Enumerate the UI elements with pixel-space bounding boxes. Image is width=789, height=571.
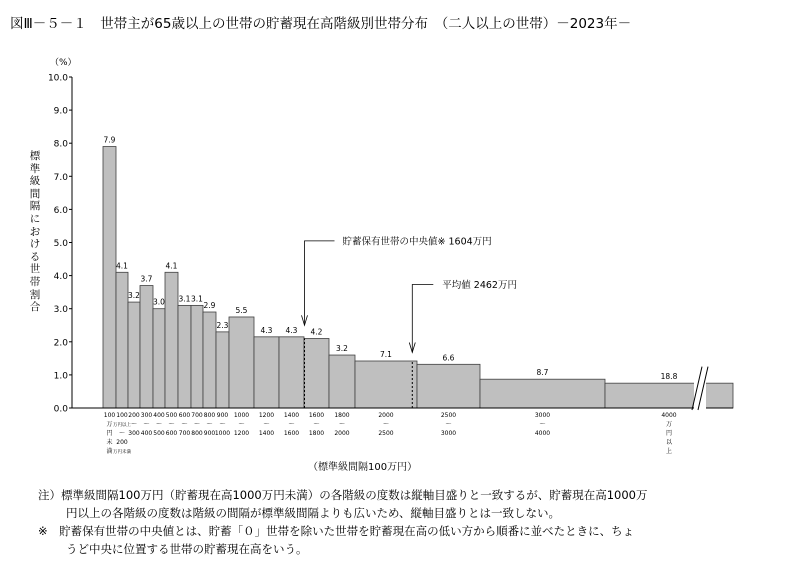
histogram-bar xyxy=(128,302,140,408)
x-tick-label: 満 xyxy=(106,448,113,455)
bar-value-label: 4.2 xyxy=(310,327,323,337)
x-tick-label: ～ xyxy=(219,421,226,428)
y-tick-label: 2.0 xyxy=(53,338,68,349)
x-tick-label: 2000 xyxy=(378,412,394,419)
x-tick-label: 900 xyxy=(203,430,216,437)
histogram-bar xyxy=(116,272,128,408)
y-tick-label: 5.0 xyxy=(53,239,68,249)
x-tick-label: 1200 xyxy=(233,430,250,437)
bar-value-label: 3.1 xyxy=(191,294,203,304)
histogram-bar xyxy=(355,361,417,408)
x-tick-label: ～ xyxy=(206,421,213,428)
x-tick-label: ～ xyxy=(539,421,546,428)
x-tick-label: 700 xyxy=(191,412,203,419)
x-tick-label: 1400 xyxy=(283,412,300,419)
x-tick-label: ～ xyxy=(118,430,126,437)
x-tick-label: ～ xyxy=(263,421,270,428)
x-tick-label: 1600 xyxy=(308,412,325,419)
notes xyxy=(38,486,647,558)
x-tick-label: 1200 xyxy=(258,412,275,419)
x-tick-label: ～ xyxy=(382,421,390,428)
x-tick-label: 400 xyxy=(140,430,153,437)
histogram-bar xyxy=(229,317,254,408)
y-tick-label: 4.0 xyxy=(53,272,68,283)
histogram-bar xyxy=(191,305,203,408)
x-tick-label: ～ xyxy=(155,421,163,428)
x-tick-label: 3000 xyxy=(440,430,457,437)
x-tick-label: 300 xyxy=(128,430,140,437)
note-line: ※ 貯蓄保有世帯の中央値とは、貯蓄「０」世帯を除いた世帯を貯蓄現在高の低い方から順番に並べたときに、ちょ xyxy=(38,524,635,538)
note-line: うど中央に位置する世帯の貯蓄現在高をいう。 xyxy=(66,542,308,556)
median-leader-line xyxy=(305,241,335,325)
x-tick-label: ～ xyxy=(238,421,245,428)
y-tick-label: 3.0 xyxy=(53,305,68,316)
x-tick-label: ～ xyxy=(193,421,201,428)
bar-value-label: 2.3 xyxy=(216,320,229,330)
bar-value-label: 2.9 xyxy=(203,301,216,311)
x-tick-label: 100 xyxy=(103,412,116,419)
x-tick-label: 600 xyxy=(178,412,191,419)
x-tick-label: 1000 xyxy=(233,412,250,419)
x-tick-label: 万 xyxy=(106,421,113,428)
histogram-bar xyxy=(417,364,480,408)
x-tick-label: 4000 xyxy=(661,412,677,419)
histogram-bar xyxy=(329,355,355,408)
x-tick-label: 800 xyxy=(191,430,203,437)
x-tick-label: 100 xyxy=(116,412,128,419)
y-tick-label: 9.0 xyxy=(53,106,68,117)
bar-value-label: 4.3 xyxy=(285,325,298,335)
x-tick-label: ～ xyxy=(313,421,320,428)
x-tick-label: 700 xyxy=(178,430,191,437)
x-tick-label: 200 xyxy=(116,439,128,446)
bar-value-label: 4.1 xyxy=(116,261,128,271)
x-tick-label: 未 xyxy=(106,439,113,446)
histogram-bar xyxy=(480,379,605,408)
bar-value-label: 6.6 xyxy=(442,353,455,363)
note-line: 注）標準級間隔100万円（貯蓄現在高1000万円未満）の各階級の度数は縦軸目盛りと一致するが、貯蓄現在高1000万 xyxy=(38,488,648,502)
chart-title: 図Ⅲ－５－１ 世帯主が65歳以上の世帯の貯蓄現在高階級別世帯分布 （二人以上の世帯）－2023年－ xyxy=(10,16,632,32)
histogram-bar xyxy=(216,332,229,408)
x-axis-title: （標準級間隔100万円） xyxy=(308,462,418,473)
y-tick-label: 0.0 xyxy=(53,404,68,415)
bar-value-label: 3.2 xyxy=(128,291,140,301)
x-tick-label: 2500 xyxy=(440,412,457,419)
x-tick-label: 800 xyxy=(203,412,216,419)
x-tick-label: 2000 xyxy=(334,430,350,437)
histogram-bar xyxy=(165,272,178,408)
x-tick-label: ～ xyxy=(130,421,138,428)
x-tick-label: 600 xyxy=(165,430,178,437)
bar-value-label: 3.2 xyxy=(336,344,348,354)
y-tick-label: 7.0 xyxy=(53,172,68,183)
x-tick-label: 万 xyxy=(665,421,673,428)
bar-value-label: 4.1 xyxy=(165,261,178,271)
x-tick-label: 300 xyxy=(140,412,153,419)
histogram-bar xyxy=(605,383,733,408)
x-tick-label: 400 xyxy=(153,412,165,419)
mean-annotation: 平均値 2462万円 xyxy=(442,280,517,292)
x-tick-label: 万円未満 xyxy=(113,450,131,455)
x-tick-label: 1600 xyxy=(283,430,300,437)
bar-value-label: 5.5 xyxy=(235,305,248,315)
x-tick-label: 1800 xyxy=(334,412,350,419)
x-tick-label: 円 xyxy=(665,430,673,437)
histogram-bar xyxy=(279,337,304,408)
x-tick-label: 3000 xyxy=(534,412,551,419)
median-annotation: 貯蓄保有世帯の中央値※ 1604万円 xyxy=(342,236,492,248)
x-tick-label: 万円以上 xyxy=(113,423,131,428)
x-tick-label: ～ xyxy=(338,421,346,428)
bar-value-label: 3.7 xyxy=(140,274,153,284)
y-axis-unit: （%） xyxy=(50,58,77,68)
x-tick-label: 4000 xyxy=(534,430,551,437)
bar-value-label: 3.0 xyxy=(153,297,165,307)
bar-value-label: 18.8 xyxy=(660,372,678,382)
x-tick-label: 500 xyxy=(165,412,178,419)
bar-value-label: 8.7 xyxy=(536,368,549,378)
y-tick-label: 8.0 xyxy=(53,139,68,150)
x-tick-label: ～ xyxy=(288,421,295,428)
histogram-bar xyxy=(254,337,279,408)
x-tick-label: ～ xyxy=(445,421,452,428)
x-tick-label: 円 xyxy=(106,430,113,437)
x-tick-label: ～ xyxy=(168,421,175,428)
note-line: 円以上の各階級の度数は階級の間隔が標準級間隔よりも広いため、縦軸目盛りとは一致しない。 xyxy=(66,506,561,520)
y-tick-label: 10.0 xyxy=(47,73,68,84)
x-tick-label: 2500 xyxy=(378,430,394,437)
x-tick-label: 以 xyxy=(665,439,673,446)
y-tick-label: 1.0 xyxy=(53,371,68,382)
bar-value-label: 4.3 xyxy=(260,325,273,335)
bar-value-label: 3.1 xyxy=(178,294,191,304)
mean-leader-line xyxy=(412,285,433,353)
x-tick-label: 1400 xyxy=(258,430,275,437)
x-tick-label: ～ xyxy=(143,421,150,428)
histogram-bar xyxy=(153,309,165,408)
histogram-bar xyxy=(103,147,116,408)
bar-value-label: 7.1 xyxy=(380,349,392,359)
y-tick-label: 6.0 xyxy=(53,205,68,216)
histogram-bar xyxy=(203,312,216,408)
histogram-bar xyxy=(304,338,329,408)
histogram-bar xyxy=(178,305,191,408)
x-tick-label: 1000 xyxy=(214,430,231,437)
bar-value-label: 7.9 xyxy=(103,135,116,145)
y-axis-title: 標準級間隔における世帯割合 xyxy=(29,150,41,314)
x-tick-label: ～ xyxy=(181,421,188,428)
axis-break-gap xyxy=(694,335,706,410)
x-tick-label: 200 xyxy=(128,412,140,419)
x-tick-label: 上 xyxy=(665,448,673,455)
x-tick-label: 900 xyxy=(216,412,229,419)
histogram-bar xyxy=(140,286,153,408)
x-tick-label: 500 xyxy=(153,430,165,437)
x-tick-label: 1800 xyxy=(308,430,325,437)
